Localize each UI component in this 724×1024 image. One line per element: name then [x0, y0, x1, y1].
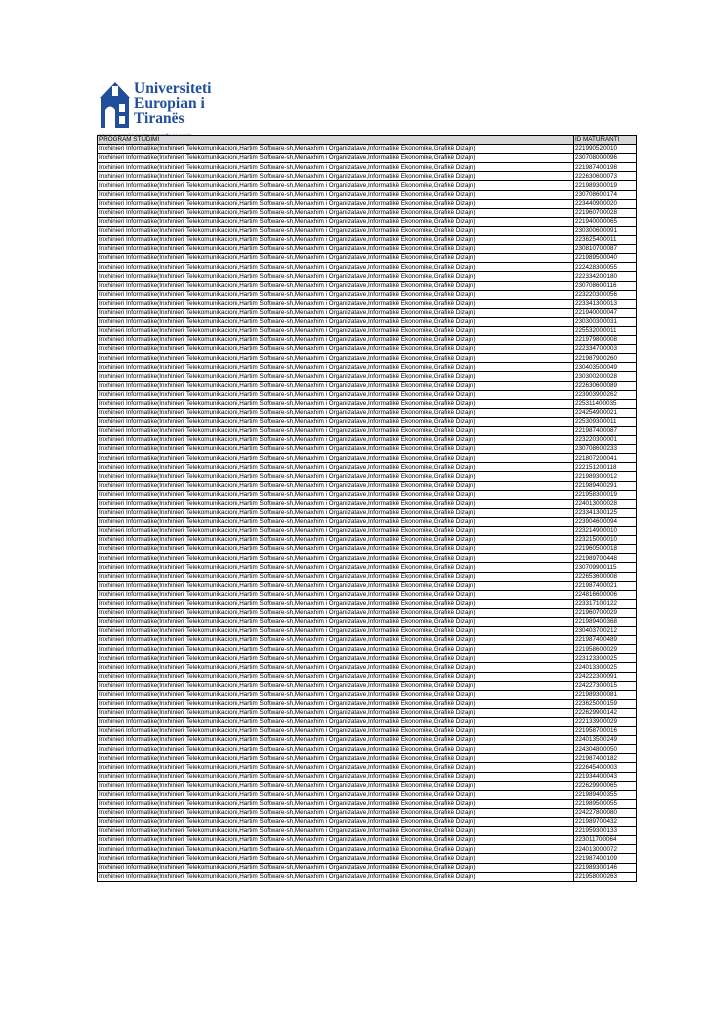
program-cell: Inxhinieri Informatike(Inxhinieri Telekomunikacioni,Hartim Software-sh,Menaxhim i Organizatave,Informatikë Ekonomike,Grafikë Dizajn): [98, 481, 574, 490]
id-cell: 222629900065: [574, 781, 637, 790]
program-cell: Inxhinieri Informatike(Inxhinieri Telekomunikacioni,Hartim Software-sh,Menaxhim i Organizatave,Informatikë Ekonomike,Grafikë Dizajn): [98, 308, 574, 317]
table-row: [98, 317, 637, 326]
table-row: [98, 417, 637, 426]
table-row: [98, 827, 637, 836]
table-row: [98, 763, 637, 772]
program-cell: Inxhinieri Informatike(Inxhinieri Telekomunikacioni,Hartim Software-sh,Menaxhim i Organizatave,Informatikë Ekonomike,Grafikë Dizajn): [98, 763, 574, 772]
program-cell: Inxhinieri Informatike(Inxhinieri Telekomunikacioni,Hartim Software-sh,Menaxhim i Organizatave,Informatikë Ekonomike,Grafikë Dizajn): [98, 827, 574, 836]
id-cell: 221989500055: [574, 799, 637, 808]
program-cell: Inxhinieri Informatike(Inxhinieri Telekomunikacioni,Hartim Software-sh,Menaxhim i Organizatave,Informatikë Ekonomike,Grafikë Dizajn): [98, 463, 574, 472]
program-cell: Inxhinieri Informatike(Inxhinieri Telekomunikacioni,Hartim Software-sh,Menaxhim i Organizatave,Informatikë Ekonomike,Grafikë Dizajn): [98, 417, 574, 426]
id-cell: 223625400011: [574, 236, 637, 245]
id-cell: 223123300025: [574, 654, 637, 663]
id-cell: 221958300019: [574, 490, 637, 499]
id-cell: 221989300019: [574, 181, 637, 190]
table-row: [98, 445, 637, 454]
program-cell: Inxhinieri Informatike(Inxhinieri Telekomunikacioni,Hartim Software-sh,Menaxhim i Organizatave,Informatikë Ekonomike,Grafikë Dizajn): [98, 263, 574, 272]
table-row: [98, 636, 637, 645]
table-row: [98, 354, 637, 363]
program-cell: Inxhinieri Informatike(Inxhinieri Telekomunikacioni,Hartim Software-sh,Menaxhim i Organizatave,Informatikë Ekonomike,Grafikë Dizajn): [98, 672, 574, 681]
table-row: [98, 854, 637, 863]
program-cell: Inxhinieri Informatike(Inxhinieri Telekomunikacioni,Hartim Software-sh,Menaxhim i Organizatave,Informatikë Ekonomike,Grafikë Dizajn): [98, 563, 574, 572]
table-row: [98, 581, 637, 590]
table-row: [98, 608, 637, 617]
program-cell: Inxhinieri Informatike(Inxhinieri Telekomunikacioni,Hartim Software-sh,Menaxhim i Organizatave,Informatikë Ekonomike,Grafikë Dizajn): [98, 254, 574, 263]
id-cell: 221940000065: [574, 217, 637, 226]
id-cell: 230708600174: [574, 190, 637, 199]
program-cell: Inxhinieri Informatike(Inxhinieri Telekomunikacioni,Hartim Software-sh,Menaxhim i Organizatave,Informatikë Ekonomike,Grafikë Dizajn): [98, 326, 574, 335]
id-cell: 222334700003: [574, 345, 637, 354]
table-row: [98, 672, 637, 681]
table-row: [98, 845, 637, 854]
id-cell: 223220300001: [574, 436, 637, 445]
id-cell: 224304800050: [574, 745, 637, 754]
header-program: PROGRAM STUDIMI: [98, 136, 574, 145]
id-cell: 224013500249: [574, 736, 637, 745]
id-cell: 230403500049: [574, 363, 637, 372]
table-row: [98, 254, 637, 263]
program-cell: Inxhinieri Informatike(Inxhinieri Telekomunikacioni,Hartim Software-sh,Menaxhim i Organizatave,Informatikë Ekonomike,Grafikë Dizajn): [98, 181, 574, 190]
id-cell: 230403700212: [574, 627, 637, 636]
id-cell: 221989300081: [574, 690, 637, 699]
table-row: [98, 490, 637, 499]
id-cell: 224816600006: [574, 590, 637, 599]
table-row: [98, 226, 637, 235]
id-cell: 221989500040: [574, 254, 637, 263]
id-cell: 222151200118: [574, 463, 637, 472]
id-cell: 224013000072: [574, 845, 637, 854]
program-cell: Inxhinieri Informatike(Inxhinieri Telekomunikacioni,Hartim Software-sh,Menaxhim i Organizatave,Informatikë Ekonomike,Grafikë Dizajn): [98, 872, 574, 881]
id-cell: 221990520010: [574, 145, 637, 154]
program-cell: Inxhinieri Informatike(Inxhinieri Telekomunikacioni,Hartim Software-sh,Menaxhim i Organizatave,Informatikë Ekonomike,Grafikë Dizajn): [98, 236, 574, 245]
table-row: [98, 772, 637, 781]
id-cell: 222334200180: [574, 272, 637, 281]
id-cell: 221987400198: [574, 163, 637, 172]
id-cell: 221987400087: [574, 427, 637, 436]
program-cell: Inxhinieri Informatike(Inxhinieri Telekomunikacioni,Hartim Software-sh,Menaxhim i Organizatave,Informatikë Ekonomike,Grafikë Dizajn): [98, 527, 574, 536]
program-cell: Inxhinieri Informatike(Inxhinieri Telekomunikacioni,Hartim Software-sh,Menaxhim i Organizatave,Informatikë Ekonomike,Grafikë Dizajn): [98, 208, 574, 217]
program-cell: Inxhinieri Informatike(Inxhinieri Telekomunikacioni,Hartim Software-sh,Menaxhim i Organizatave,Informatikë Ekonomike,Grafikë Dizajn): [98, 772, 574, 781]
program-cell: Inxhinieri Informatike(Inxhinieri Telekomunikacioni,Hartim Software-sh,Menaxhim i Organizatave,Informatikë Ekonomike,Grafikë Dizajn): [98, 554, 574, 563]
id-cell: 224227800080: [574, 808, 637, 817]
program-cell: Inxhinieri Informatike(Inxhinieri Telekomunikacioni,Hartim Software-sh,Menaxhim i Organizatave,Informatikë Ekonomike,Grafikë Dizajn): [98, 281, 574, 290]
program-cell: Inxhinieri Informatike(Inxhinieri Telekomunikacioni,Hartim Software-sh,Menaxhim i Organizatave,Informatikë Ekonomike,Grafikë Dizajn): [98, 799, 574, 808]
program-cell: Inxhinieri Informatike(Inxhinieri Telekomunikacioni,Hartim Software-sh,Menaxhim i Organizatave,Informatikë Ekonomike,Grafikë Dizajn): [98, 645, 574, 654]
table-row: [98, 818, 637, 827]
table-row: [98, 690, 637, 699]
id-cell: 224254900021: [574, 408, 637, 417]
program-cell: Inxhinieri Informatike(Inxhinieri Telekomunikacioni,Hartim Software-sh,Menaxhim i Organizatave,Informatikë Ekonomike,Grafikë Dizajn): [98, 272, 574, 281]
table-row: [98, 217, 637, 226]
program-cell: Inxhinieri Informatike(Inxhinieri Telekomunikacioni,Hartim Software-sh,Menaxhim i Organizatave,Informatikë Ekonomike,Grafikë Dizajn): [98, 736, 574, 745]
id-cell: 221979800008: [574, 336, 637, 345]
table-row: [98, 599, 637, 608]
program-cell: Inxhinieri Informatike(Inxhinieri Telekomunikacioni,Hartim Software-sh,Menaxhim i Organizatave,Informatikë Ekonomike,Grafikë Dizajn): [98, 472, 574, 481]
id-cell: 225311400035: [574, 399, 637, 408]
program-cell: Inxhinieri Informatike(Inxhinieri Telekomunikacioni,Hartim Software-sh,Menaxhim i Organizatave,Informatikë Ekonomike,Grafikë Dizajn): [98, 617, 574, 626]
program-cell: Inxhinieri Informatike(Inxhinieri Telekomunikacioni,Hartim Software-sh,Menaxhim i Organizatave,Informatikë Ekonomike,Grafikë Dizajn): [98, 345, 574, 354]
id-cell: 221989700432: [574, 818, 637, 827]
program-cell: Inxhinieri Informatike(Inxhinieri Telekomunikacioni,Hartim Software-sh,Menaxhim i Organizatave,Informatikë Ekonomike,Grafikë Dizajn): [98, 199, 574, 208]
table-row: [98, 872, 637, 881]
table-row: [98, 281, 637, 290]
header-id: ID MATURANTI: [574, 136, 637, 145]
id-cell: 221807200041: [574, 454, 637, 463]
program-cell: Inxhinieri Informatike(Inxhinieri Telekomunikacioni,Hartim Software-sh,Menaxhim i Organizatave,Informatikë Ekonomike,Grafikë Dizajn): [98, 372, 574, 381]
program-cell: Inxhinieri Informatike(Inxhinieri Telekomunikacioni,Hartim Software-sh,Menaxhim i Organizatave,Informatikë Ekonomike,Grafikë Dizajn): [98, 145, 574, 154]
table-row: [98, 545, 637, 554]
id-cell: 221958700016: [574, 727, 637, 736]
table-row: [98, 190, 637, 199]
id-cell: 223011700064: [574, 836, 637, 845]
table-row: [98, 508, 637, 517]
program-cell: Inxhinieri Informatike(Inxhinieri Telekomunikacioni,Hartim Software-sh,Menaxhim i Organizatave,Informatikë Ekonomike,Grafikë Dizajn): [98, 454, 574, 463]
program-cell: Inxhinieri Informatike(Inxhinieri Telekomunikacioni,Hartim Software-sh,Menaxhim i Organizatave,Informatikë Ekonomike,Grafikë Dizajn): [98, 317, 574, 326]
program-cell: Inxhinieri Informatike(Inxhinieri Telekomunikacioni,Hartim Software-sh,Menaxhim i Organizatave,Informatikë Ekonomike,Grafikë Dizajn): [98, 536, 574, 545]
program-cell: Inxhinieri Informatike(Inxhinieri Telekomunikacioni,Hartim Software-sh,Menaxhim i Organizatave,Informatikë Ekonomike,Grafikë Dizajn): [98, 190, 574, 199]
program-cell: Inxhinieri Informatike(Inxhinieri Telekomunikacioni,Hartim Software-sh,Menaxhim i Organizatave,Informatikë Ekonomike,Grafikë Dizajn): [98, 363, 574, 372]
id-cell: 223341300125: [574, 508, 637, 517]
program-cell: Inxhinieri Informatike(Inxhinieri Telekomunikacioni,Hartim Software-sh,Menaxhim i Organizatave,Informatikë Ekonomike,Grafikë Dizajn): [98, 245, 574, 254]
table-row: [98, 754, 637, 763]
id-cell: 221987400182: [574, 754, 637, 763]
program-cell: Inxhinieri Informatike(Inxhinieri Telekomunikacioni,Hartim Software-sh,Menaxhim i Organizatave,Informatikë Ekonomike,Grafikë Dizajn): [98, 445, 574, 454]
id-cell: 222630600089: [574, 381, 637, 390]
table-row: [98, 481, 637, 490]
program-cell: Inxhinieri Informatike(Inxhinieri Telekomunikacioni,Hartim Software-sh,Menaxhim i Organizatave,Informatikë Ekonomike,Grafikë Dizajn): [98, 290, 574, 299]
id-cell: 222653600008: [574, 572, 637, 581]
program-cell: Inxhinieri Informatike(Inxhinieri Telekomunikacioni,Hartim Software-sh,Menaxhim i Organizatave,Informatikë Ekonomike,Grafikë Dizajn): [98, 663, 574, 672]
id-cell: 223220300056: [574, 290, 637, 299]
table-row: [98, 799, 637, 808]
table-row: [98, 290, 637, 299]
program-cell: Inxhinieri Informatike(Inxhinieri Telekomunikacioni,Hartim Software-sh,Menaxhim i Organizatave,Informatikë Ekonomike,Grafikë Dizajn): [98, 845, 574, 854]
table-row: [98, 172, 637, 181]
program-cell: Inxhinieri Informatike(Inxhinieri Telekomunikacioni,Hartim Software-sh,Menaxhim i Organizatave,Informatikë Ekonomike,Grafikë Dizajn): [98, 154, 574, 163]
program-cell: Inxhinieri Informatike(Inxhinieri Telekomunikacioni,Hartim Software-sh,Menaxhim i Organizatave,Informatikë Ekonomike,Grafikë Dizajn): [98, 781, 574, 790]
id-cell: 230708000096: [574, 154, 637, 163]
table-row: [98, 372, 637, 381]
program-cell: Inxhinieri Informatike(Inxhinieri Telekomunikacioni,Hartim Software-sh,Menaxhim i Organizatave,Informatikë Ekonomike,Grafikë Dizajn): [98, 217, 574, 226]
table-row: [98, 363, 637, 372]
id-cell: 221987900260: [574, 354, 637, 363]
id-cell: 223440900020: [574, 199, 637, 208]
table-row: [98, 863, 637, 872]
table-row: [98, 263, 637, 272]
table-header-row: [98, 136, 637, 145]
table-row: [98, 181, 637, 190]
table-row: [98, 236, 637, 245]
table-row: [98, 454, 637, 463]
program-cell: Inxhinieri Informatike(Inxhinieri Telekomunikacioni,Hartim Software-sh,Menaxhim i Organizatave,Informatikë Ekonomike,Grafikë Dizajn): [98, 754, 574, 763]
program-cell: Inxhinieri Informatike(Inxhinieri Telekomunikacioni,Hartim Software-sh,Menaxhim i Organizatave,Informatikë Ekonomike,Grafikë Dizajn): [98, 581, 574, 590]
program-cell: Inxhinieri Informatike(Inxhinieri Telekomunikacioni,Hartim Software-sh,Menaxhim i Organizatave,Informatikë Ekonomike,Grafikë Dizajn): [98, 517, 574, 526]
program-cell: Inxhinieri Informatike(Inxhinieri Telekomunikacioni,Hartim Software-sh,Menaxhim i Organizatave,Informatikë Ekonomike,Grafikë Dizajn): [98, 299, 574, 308]
program-cell: Inxhinieri Informatike(Inxhinieri Telekomunikacioni,Hartim Software-sh,Menaxhim i Organizatave,Informatikë Ekonomike,Grafikë Dizajn): [98, 745, 574, 754]
program-cell: Inxhinieri Informatike(Inxhinieri Telekomunikacioni,Hartim Software-sh,Menaxhim i Organizatave,Informatikë Ekonomike,Grafikë Dizajn): [98, 399, 574, 408]
table-row: [98, 727, 637, 736]
table-row: [98, 145, 637, 154]
table-row: [98, 708, 637, 717]
id-cell: 230810700087: [574, 245, 637, 254]
id-cell: 221958000263: [574, 872, 637, 881]
id-cell: 221958600029: [574, 645, 637, 654]
table-row: [98, 381, 637, 390]
program-cell: Inxhinieri Informatike(Inxhinieri Telekomunikacioni,Hartim Software-sh,Menaxhim i Organizatave,Informatikë Ekonomike,Grafikë Dizajn): [98, 545, 574, 554]
id-cell: 223214900010: [574, 527, 637, 536]
program-cell: Inxhinieri Informatike(Inxhinieri Telekomunikacioni,Hartim Software-sh,Menaxhim i Organizatave,Informatikë Ekonomike,Grafikë Dizajn): [98, 226, 574, 235]
id-cell: 221989700448: [574, 554, 637, 563]
id-cell: 222645400003: [574, 763, 637, 772]
table-row: [98, 326, 637, 335]
table-row: [98, 208, 637, 217]
table-row: [98, 836, 637, 845]
program-cell: Inxhinieri Informatike(Inxhinieri Telekomunikacioni,Hartim Software-sh,Menaxhim i Organizatave,Informatikë Ekonomike,Grafikë Dizajn): [98, 636, 574, 645]
id-cell: 222133900029: [574, 718, 637, 727]
program-cell: Inxhinieri Informatike(Inxhinieri Telekomunikacioni,Hartim Software-sh,Menaxhim i Organizatave,Informatikë Ekonomike,Grafikë Dizajn): [98, 590, 574, 599]
id-cell: 230709900115: [574, 563, 637, 572]
id-cell: 222630600073: [574, 172, 637, 181]
table-row: [98, 272, 637, 281]
id-cell: 221989300146: [574, 863, 637, 872]
table-row: [98, 472, 637, 481]
table-row: [98, 663, 637, 672]
id-cell: 223317100122: [574, 599, 637, 608]
id-cell: 223904600094: [574, 517, 637, 526]
id-cell: 222428300055: [574, 263, 637, 272]
table-row: [98, 245, 637, 254]
id-cell: 221987400489: [574, 636, 637, 645]
table-row: [98, 390, 637, 399]
table-row: [98, 563, 637, 572]
table-row: [98, 572, 637, 581]
table-row: [98, 336, 637, 345]
program-cell: Inxhinieri Informatike(Inxhinieri Telekomunikacioni,Hartim Software-sh,Menaxhim i Organizatave,Informatikë Ekonomike,Grafikë Dizajn): [98, 390, 574, 399]
program-cell: Inxhinieri Informatike(Inxhinieri Telekomunikacioni,Hartim Software-sh,Menaxhim i Organizatave,Informatikë Ekonomike,Grafikë Dizajn): [98, 408, 574, 417]
id-cell: 230708600233: [574, 445, 637, 454]
id-cell: 221960700028: [574, 208, 637, 217]
logo-line-1: Universiteti: [134, 80, 212, 97]
program-cell: Inxhinieri Informatike(Inxhinieri Telekomunikacioni,Hartim Software-sh,Menaxhim i Organizatave,Informatikë Ekonomike,Grafikë Dizajn): [98, 508, 574, 517]
university-building-icon: [98, 78, 132, 132]
id-cell: 224013300025: [574, 663, 637, 672]
table-row: [98, 436, 637, 445]
program-cell: Inxhinieri Informatike(Inxhinieri Telekomunikacioni,Hartim Software-sh,Menaxhim i Organizatave,Informatikë Ekonomike,Grafikë Dizajn): [98, 608, 574, 617]
id-cell: 230300600091: [574, 226, 637, 235]
table-row: [98, 299, 637, 308]
table-row: [98, 408, 637, 417]
id-cell: 221934400043: [574, 772, 637, 781]
table-row: [98, 654, 637, 663]
program-cell: Inxhinieri Informatike(Inxhinieri Telekomunikacioni,Hartim Software-sh,Menaxhim i Organizatave,Informatikë Ekonomike,Grafikë Dizajn): [98, 790, 574, 799]
table-row: [98, 699, 637, 708]
program-cell: Inxhinieri Informatike(Inxhinieri Telekomunikacioni,Hartim Software-sh,Menaxhim i Organizatave,Informatikë Ekonomike,Grafikë Dizajn): [98, 381, 574, 390]
program-cell: Inxhinieri Informatike(Inxhinieri Telekomunikacioni,Hartim Software-sh,Menaxhim i Organizatave,Informatikë Ekonomike,Grafikë Dizajn): [98, 354, 574, 363]
program-cell: Inxhinieri Informatike(Inxhinieri Telekomunikacioni,Hartim Software-sh,Menaxhim i Organizatave,Informatikë Ekonomike,Grafikë Dizajn): [98, 863, 574, 872]
table-row: [98, 745, 637, 754]
id-cell: 223625000159: [574, 699, 637, 708]
table-row: [98, 781, 637, 790]
id-cell: 221987400109: [574, 854, 637, 863]
id-cell: 225309300011: [574, 417, 637, 426]
table-row: [98, 627, 637, 636]
table-row: [98, 808, 637, 817]
table-row: [98, 645, 637, 654]
program-cell: Inxhinieri Informatike(Inxhinieri Telekomunikacioni,Hartim Software-sh,Menaxhim i Organizatave,Informatikë Ekonomike,Grafikë Dizajn): [98, 599, 574, 608]
program-cell: Inxhinieri Informatike(Inxhinieri Telekomunikacioni,Hartim Software-sh,Menaxhim i Organizatave,Informatikë Ekonomike,Grafikë Dizajn): [98, 708, 574, 717]
table-row: [98, 163, 637, 172]
table-row: [98, 345, 637, 354]
program-cell: Inxhinieri Informatike(Inxhinieri Telekomunikacioni,Hartim Software-sh,Menaxhim i Organizatave,Informatikë Ekonomike,Grafikë Dizajn): [98, 572, 574, 581]
table-row: [98, 154, 637, 163]
program-cell: Inxhinieri Informatike(Inxhinieri Telekomunikacioni,Hartim Software-sh,Menaxhim i Organizatave,Informatikë Ekonomike,Grafikë Dizajn): [98, 654, 574, 663]
id-cell: 230300200028: [574, 372, 637, 381]
program-cell: Inxhinieri Informatike(Inxhinieri Telekomunikacioni,Hartim Software-sh,Menaxhim i Organizatave,Informatikë Ekonomike,Grafikë Dizajn): [98, 499, 574, 508]
students-table: [97, 135, 637, 882]
id-cell: 221940000047: [574, 308, 637, 317]
id-cell: 225532000011: [574, 326, 637, 335]
program-cell: Inxhinieri Informatike(Inxhinieri Telekomunikacioni,Hartim Software-sh,Menaxhim i Organizatave,Informatikë Ekonomike,Grafikë Dizajn): [98, 681, 574, 690]
id-cell: 221989400368: [574, 617, 637, 626]
table-row: [98, 718, 637, 727]
program-cell: Inxhinieri Informatike(Inxhinieri Telekomunikacioni,Hartim Software-sh,Menaxhim i Organizatave,Informatikë Ekonomike,Grafikë Dizajn): [98, 718, 574, 727]
id-cell: 221989300012: [574, 472, 637, 481]
table-row: [98, 463, 637, 472]
table-row: [98, 736, 637, 745]
table-body: [98, 145, 637, 882]
table-row: [98, 527, 637, 536]
id-cell: 223215000010: [574, 536, 637, 545]
table-row: [98, 517, 637, 526]
id-cell: 223903900262: [574, 390, 637, 399]
program-cell: Inxhinieri Informatike(Inxhinieri Telekomunikacioni,Hartim Software-sh,Menaxhim i Organizatave,Informatikë Ekonomike,Grafikë Dizajn): [98, 818, 574, 827]
id-cell: 221989400291: [574, 481, 637, 490]
table-row: [98, 427, 637, 436]
program-cell: Inxhinieri Informatike(Inxhinieri Telekomunikacioni,Hartim Software-sh,Menaxhim i Organizatave,Informatikë Ekonomike,Grafikë Dizajn): [98, 699, 574, 708]
id-cell: 221960500018: [574, 545, 637, 554]
program-cell: Inxhinieri Informatike(Inxhinieri Telekomunikacioni,Hartim Software-sh,Menaxhim i Organizatave,Informatikë Ekonomike,Grafikë Dizajn): [98, 854, 574, 863]
id-cell: 221989400355: [574, 790, 637, 799]
program-cell: Inxhinieri Informatike(Inxhinieri Telekomunikacioni,Hartim Software-sh,Menaxhim i Organizatave,Informatikë Ekonomike,Grafikë Dizajn): [98, 172, 574, 181]
table-row: [98, 790, 637, 799]
id-cell: 221987400021: [574, 581, 637, 590]
program-cell: Inxhinieri Informatike(Inxhinieri Telekomunikacioni,Hartim Software-sh,Menaxhim i Organizatave,Informatikë Ekonomike,Grafikë Dizajn): [98, 490, 574, 499]
program-cell: Inxhinieri Informatike(Inxhinieri Telekomunikacioni,Hartim Software-sh,Menaxhim i Organizatave,Informatikë Ekonomike,Grafikë Dizajn): [98, 808, 574, 817]
id-cell: 224013000028: [574, 499, 637, 508]
program-cell: Inxhinieri Informatike(Inxhinieri Telekomunikacioni,Hartim Software-sh,Menaxhim i Organizatave,Informatikë Ekonomike,Grafikë Dizajn): [98, 436, 574, 445]
id-cell: 222629900142: [574, 708, 637, 717]
table-row: [98, 590, 637, 599]
program-cell: Inxhinieri Informatike(Inxhinieri Telekomunikacioni,Hartim Software-sh,Menaxhim i Organizatave,Informatikë Ekonomike,Grafikë Dizajn): [98, 163, 574, 172]
logo-line-3: Tiranës: [134, 110, 185, 127]
id-cell: 230300300031: [574, 317, 637, 326]
id-cell: 221960700029: [574, 608, 637, 617]
id-cell: 221959300133: [574, 827, 637, 836]
id-cell: 230708600116: [574, 281, 637, 290]
table-row: [98, 308, 637, 317]
program-cell: Inxhinieri Informatike(Inxhinieri Telekomunikacioni,Hartim Software-sh,Menaxhim i Organizatave,Informatikë Ekonomike,Grafikë Dizajn): [98, 427, 574, 436]
program-cell: Inxhinieri Informatike(Inxhinieri Telekomunikacioni,Hartim Software-sh,Menaxhim i Organizatave,Informatikë Ekonomike,Grafikë Dizajn): [98, 727, 574, 736]
program-cell: Inxhinieri Informatike(Inxhinieri Telekomunikacioni,Hartim Software-sh,Menaxhim i Organizatave,Informatikë Ekonomike,Grafikë Dizajn): [98, 336, 574, 345]
table-row: [98, 617, 637, 626]
table-row: [98, 554, 637, 563]
program-cell: Inxhinieri Informatike(Inxhinieri Telekomunikacioni,Hartim Software-sh,Menaxhim i Organizatave,Informatikë Ekonomike,Grafikë Dizajn): [98, 690, 574, 699]
program-cell: Inxhinieri Informatike(Inxhinieri Telekomunikacioni,Hartim Software-sh,Menaxhim i Organizatave,Informatikë Ekonomike,Grafikë Dizajn): [98, 836, 574, 845]
table-row: [98, 681, 637, 690]
id-cell: 223341300013: [574, 299, 637, 308]
table-row: [98, 499, 637, 508]
id-cell: 224227300015: [574, 681, 637, 690]
logo-line-2: Europian i: [134, 95, 205, 112]
id-cell: 224222300091: [574, 672, 637, 681]
table-row: [98, 399, 637, 408]
table-row: [98, 199, 637, 208]
table-row: [98, 536, 637, 545]
program-cell: Inxhinieri Informatike(Inxhinieri Telekomunikacioni,Hartim Software-sh,Menaxhim i Organizatave,Informatikë Ekonomike,Grafikë Dizajn): [98, 627, 574, 636]
